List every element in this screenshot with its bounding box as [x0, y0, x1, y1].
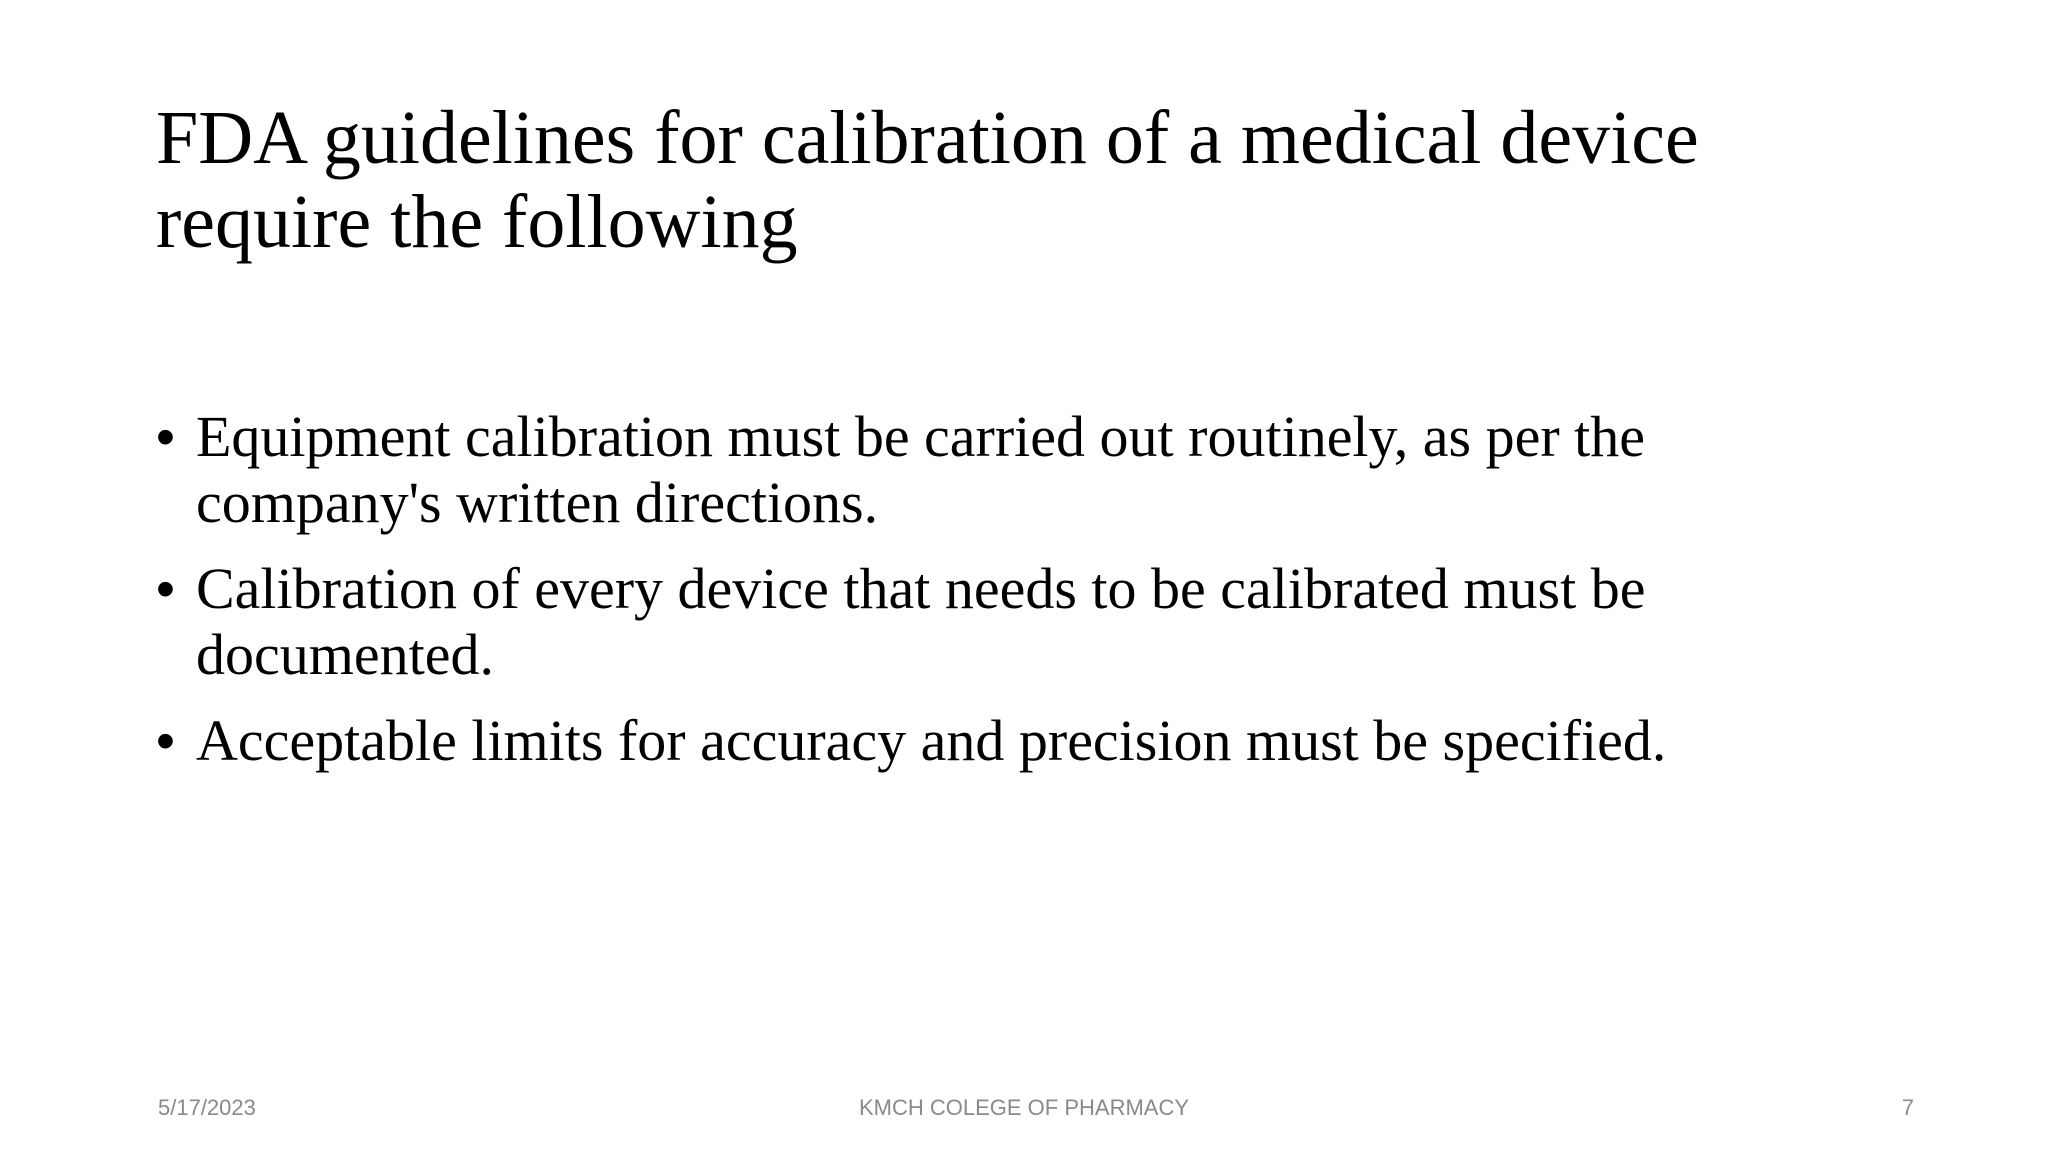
bullet-marker: • — [156, 711, 175, 771]
bullet-text: Equipment calibration must be carried out routinely, as per the company's written directions. — [196, 404, 1646, 535]
bullet-item — [156, 708, 1756, 774]
bullet-marker: • — [156, 559, 175, 619]
bullet-text: Calibration of every device that needs to be calibrated must be documented. — [196, 556, 1646, 687]
slide-number: 7 — [1901, 1095, 1914, 1120]
bullet-text: Acceptable limits for accuracy and precision must be specified. — [196, 708, 1667, 773]
bullet-item — [156, 404, 1756, 536]
bullet-item — [156, 556, 1756, 688]
bullet-marker: • — [156, 407, 175, 467]
bullet-list — [156, 404, 1756, 794]
footer-date: 5/17/2023 — [158, 1095, 256, 1120]
footer-organization: KMCH COLEGE OF PHARMACY — [858, 1095, 1190, 1120]
slide-title: FDA guidelines for calibration of a medical device require the following — [156, 96, 1699, 264]
